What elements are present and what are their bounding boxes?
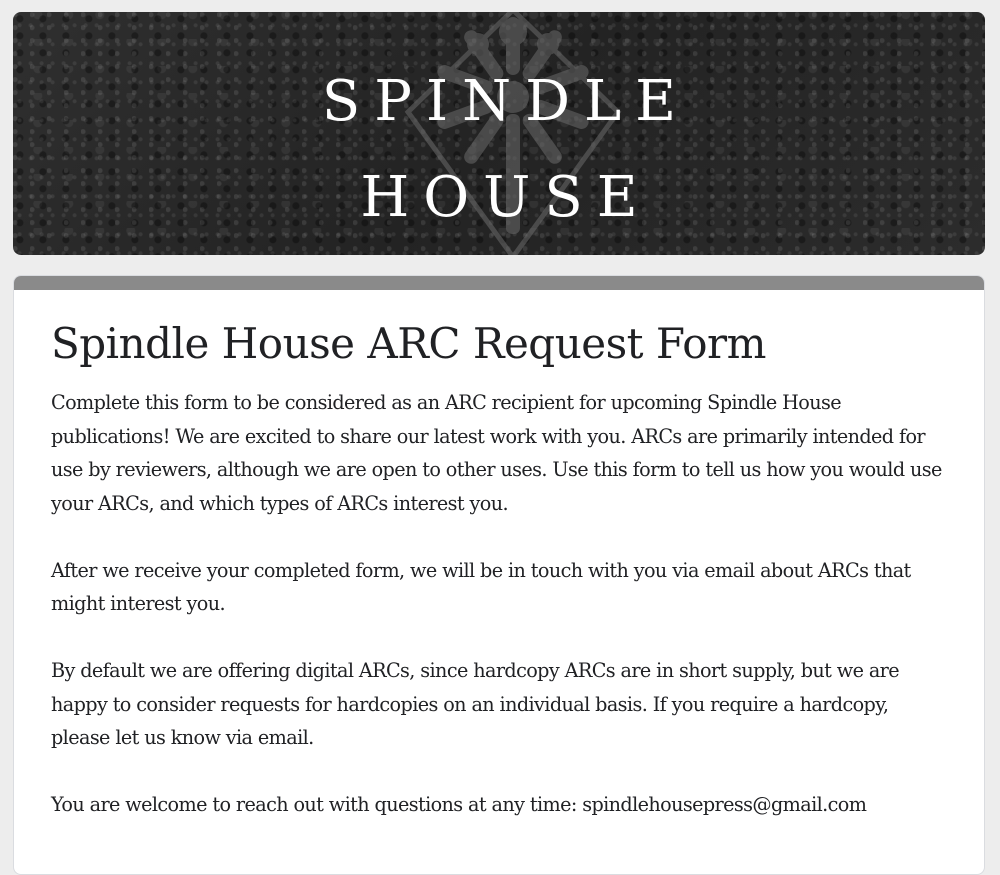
- description-paragraph-contact: After we receive your completed form, we will be in touch with you via email about ARCs that might interest you.: [51, 558, 911, 615]
- form-description: [51, 386, 948, 822]
- header-banner: [13, 12, 985, 255]
- description-paragraph-questions: You are welcome to reach out with questions at any time: spindlehousepress@gmail.com: [51, 793, 867, 816]
- banner-title: [13, 54, 985, 246]
- description-paragraph-hardcopy: By default we are offering digital ARCs, since hardcopy ARCs are in short supply, but we are happy to consider requests for hardcopies on an individual basis. If you require a hardcopy, please let us know via email.: [51, 659, 900, 749]
- form-title: Spindle House ARC Request Form: [51, 319, 766, 368]
- description-paragraph-intro: Complete this form to be considered as an ARC recipient for upcoming Spindle House publications! We are excited to share our latest work with you. ARCs are primarily intended for use by reviewers, although we are open to other uses. Use this form to tell us how you would use your ARCs, and which types of ARCs interest you.: [51, 391, 942, 515]
- card-accent-bar: [14, 276, 984, 290]
- banner-title-line-2: HOUSE: [360, 165, 652, 230]
- form-header-card: [13, 275, 985, 875]
- banner-title-line-1: SPINDLE: [321, 69, 691, 134]
